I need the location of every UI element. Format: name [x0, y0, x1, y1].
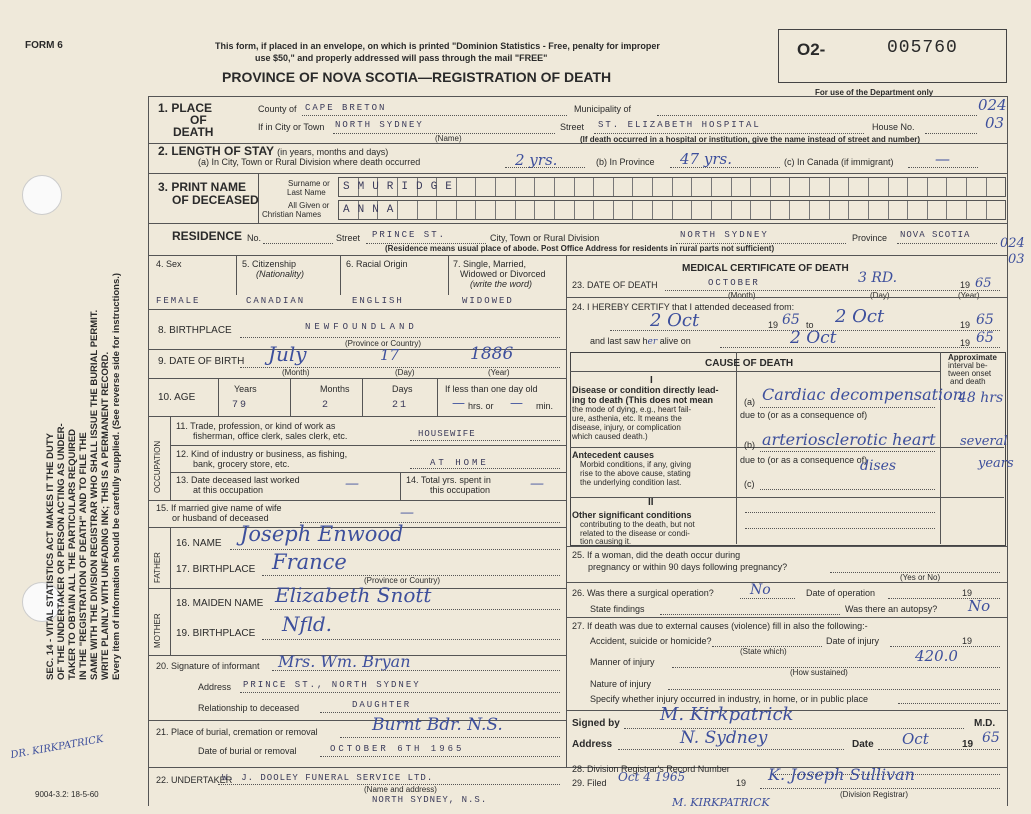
county-value: CAPE BRETON [305, 103, 387, 113]
filed-yr: 19 [736, 778, 747, 788]
q27-label: 27. If death was due to external causes (violence) fill in also the following:- [572, 621, 868, 631]
cert-prefix: O2- [797, 40, 826, 59]
cause-a-interval: 48 hrs [958, 390, 1004, 406]
q11-line2: fisherman, office clerk, sales clerk, etc. [193, 431, 348, 441]
city-value: NORTH SYDNEY [335, 120, 424, 130]
place-label-3: DEATH [173, 125, 214, 139]
cause-a-value: Cardiac decompensation [762, 385, 964, 404]
dob-day: 17 [380, 346, 400, 364]
death-month: OCTOBER [708, 278, 760, 288]
q29-label: 29. Filed [572, 778, 607, 788]
form-id: FORM 6 [25, 40, 63, 51]
city-label: If in City or Town [258, 122, 325, 132]
father-side: FATHER [153, 552, 162, 583]
dept-use-note: For use of the Department only [815, 88, 934, 97]
age-less-label: If less than one day old [445, 384, 538, 394]
sex-value: FEMALE [156, 296, 201, 306]
registrar-signature: K. Joseph Sullivan [768, 765, 915, 784]
interval-label-2: interval be- [948, 361, 988, 370]
interval-label-3: tween onset [948, 369, 992, 378]
death-day-sub: (Day) [870, 291, 890, 300]
citizenship-label: 5. Citizenship [242, 259, 297, 269]
racial-label: 6. Racial Origin [346, 259, 408, 269]
signed-date-label: Date [852, 739, 874, 750]
q26-value: No [750, 582, 771, 598]
margin-doctor-bottom: M. KIRKPATRICK [672, 796, 770, 809]
city-name-sub: (Name) [435, 134, 462, 143]
q19-label: 19. BIRTHPLACE [176, 628, 256, 639]
margin-code-4: 03 [1008, 252, 1025, 267]
last-saw-yr: 19 [960, 338, 971, 348]
attended-from: 2 Oct [650, 310, 700, 331]
marital-sub: (write the word) [470, 279, 533, 289]
q14-line2: this occupation [430, 485, 491, 495]
q24-label: 24. I HEREBY CERTIFY that I attended deceased from: [572, 302, 795, 312]
informant-signature: Mrs. Wm. Bryan [278, 652, 411, 671]
signed-address: N. Sydney [680, 728, 768, 748]
dob-month-sub: (Month) [282, 368, 310, 377]
informant-address: PRINCE ST., NORTH SYDNEY [243, 680, 421, 690]
name-label-2: OF DECEASED [172, 193, 259, 207]
signed-yr: 19 [962, 739, 974, 750]
surname-label-2: Last Name [287, 188, 326, 197]
direct-4: ure, asthenia, etc. It means the [572, 414, 682, 423]
antecedent-2: Morbid conditions, if any, giving [580, 460, 692, 469]
age-days-label: Days [392, 384, 413, 394]
cause-b-value: arteriosclerotic heart [762, 430, 936, 449]
q23-label: 23. DATE OF DEATH [572, 280, 658, 290]
residence-label: RESIDENCE [172, 229, 243, 243]
autopsy-label: Was there an autopsy? [845, 604, 938, 614]
q20-label: 20. Signature of informant [156, 661, 260, 671]
side-note-2: Every item of information should be carefully supplied. (See reverse side for instructions.) [111, 272, 122, 680]
stay-c-label: (c) In Canada (if immigrant) [784, 157, 894, 167]
name-label-1: 3. PRINT NAME [158, 180, 247, 194]
burial-place: Burnt Bdr. N.S. [372, 715, 503, 735]
q25-label-1: 25. If a woman, did the death occur during [572, 550, 741, 560]
q12-line2: bank, grocery store, etc. [193, 459, 290, 469]
stay-a-label: (a) In City, Town or Rural Division where death occurred [198, 157, 421, 167]
age-months-label: Months [320, 384, 350, 394]
side-instructions [45, 30, 122, 680]
accident-label: Accident, suicide or homicide? [590, 636, 712, 646]
side-line-3: TAKER TO OBTAIN ALL THE PARTICULARS REQUIRED [67, 428, 78, 680]
q16-label: 16. NAME [176, 538, 222, 549]
mother-side: MOTHER [153, 613, 162, 648]
age-years-value: 79 [232, 400, 249, 411]
residence-street-label: Street [336, 233, 361, 243]
given-label-1: All Given or [288, 201, 330, 210]
due-to-b: due to (or as a consequence of) [740, 455, 868, 465]
surname-value: SMURIDGE [343, 181, 460, 193]
header-note-1: This form, if placed in an envelope, on which is printed "Dominion Statistics - Free, penalty for improper [215, 41, 660, 51]
cause-b-interval-2: years [978, 456, 1014, 471]
municipality-label: Municipality of [574, 104, 632, 114]
other-2: contributing to the death, but not [580, 520, 695, 529]
residence-note: (Residence means usual place of abode. Post Office Address for residents in rural parts not sufficient) [385, 244, 775, 253]
q26-label: 26. Was there a surgical operation? [572, 588, 714, 598]
surname-label-1: Surname or [288, 179, 330, 188]
father-birthplace: France [272, 550, 347, 574]
state-which-sub: (State which) [740, 647, 787, 656]
q25-label-2: pregnancy or within 90 days following pregnancy? [588, 562, 788, 572]
findings-label: State findings [590, 604, 645, 614]
street-value: ST. ELIZABETH HOSPITAL [598, 120, 761, 130]
side-line-4: IN THE "REGISTRATION OF DEATH" AND TO FILE THE [78, 432, 89, 680]
father-name: Joseph Enwood [240, 522, 404, 546]
informant-address-label: Address [198, 682, 232, 692]
signed-year: 65 [982, 730, 1000, 746]
father-birthplace-sub: (Province or Country) [364, 576, 441, 585]
attended-to: 2 Oct [835, 306, 885, 327]
autopsy-value: No [968, 597, 991, 615]
last-saw-year: 65 [976, 330, 994, 346]
spouse-label-2: or husband of deceased [172, 513, 269, 523]
burial-date: OCTOBER 6TH 1965 [330, 744, 465, 754]
q17-label: 17. BIRTHPLACE [176, 564, 256, 575]
margin-code-2: 03 [985, 114, 1005, 132]
citizenship-value: CANADIAN [246, 296, 306, 306]
signed-date: Oct [902, 730, 929, 748]
age-min-value: — [510, 396, 523, 411]
injury-date-label: Date of injury [826, 636, 880, 646]
relationship-label: Relationship to deceased [198, 703, 300, 713]
signed-signature: M. Kirkpatrick [660, 704, 794, 725]
given-grid [338, 200, 1006, 220]
stay-b-label: (b) In Province [596, 157, 655, 167]
stay-b-value: 47 yrs. [680, 150, 732, 168]
q13-line2: at this occupation [193, 485, 264, 495]
manner-label: Manner of injury [590, 657, 655, 667]
age-hrs-value: — [452, 396, 465, 411]
attended-from-yr: 19 [768, 320, 779, 330]
margin-code-1: 024 [978, 96, 1007, 114]
hospital-note: (If death occurred in a hospital or institution, give the name instead of street and number) [580, 135, 921, 144]
dob-month: July [268, 342, 307, 366]
citizenship-sub: (Nationality) [256, 269, 305, 279]
birthplace-value: NEWFOUNDLAND [305, 322, 418, 332]
form-title: PROVINCE OF NOVA SCOTIA—REGISTRATION OF DEATH [222, 69, 612, 85]
q18-label: 18. MAIDEN NAME [176, 598, 264, 609]
q14-line1: 14. Total yrs. spent in [406, 475, 491, 485]
header-note-2: use $50," and properly addressed will pass through the mail "FREE" [255, 53, 548, 63]
undertaker-address: NORTH SYDNEY, N.S. [372, 795, 488, 805]
age-min-label: min. [536, 401, 554, 411]
dob-label: 9. DATE OF BIRTH [158, 356, 245, 367]
interval-label-1: Approximate [948, 353, 997, 362]
undertaker-name: W. J. DOOLEY FUNERAL SERVICE LTD. [222, 773, 434, 783]
operation-date-yr: 19 [962, 588, 973, 598]
place-label-2: OF [190, 113, 207, 127]
death-day: 3 RD. [858, 270, 898, 286]
stay-c-value: — [935, 150, 950, 168]
sex-label: 4. Sex [156, 259, 182, 269]
side-line-5: SAME WITH THE DIVISION REGISTRAR WHO SHALL ISSUE THE BURIAL PERMIT. [89, 309, 100, 680]
residence-no-label: No. [247, 233, 262, 243]
operation-date-label: Date of operation [806, 588, 876, 598]
md-label: M.D. [974, 718, 996, 729]
cert-number: 005760 [887, 38, 958, 58]
death-year: 65 [975, 276, 992, 291]
registrar-sub: (Division Registrar) [840, 790, 909, 799]
other-3: related to the disease or condi- [580, 529, 690, 538]
q11-line1: 11. Trade, profession, or kind of work as [176, 421, 336, 431]
q13-value: — [345, 476, 359, 492]
other-1: Other significant conditions [572, 510, 692, 520]
cause-c-label: (c) [744, 479, 755, 489]
side-line-2: OF THE UNDERTAKER OR PERSON ACTING AS UNDER- [56, 423, 67, 680]
manner-code: 420.0 [915, 647, 958, 665]
q13-line1: 13. Date deceased last worked [176, 475, 300, 485]
spouse-label-1: 15. If married give name of wife [156, 503, 282, 513]
undertaker-sub: (Name and address) [364, 785, 437, 794]
other-4: tion causing it. [580, 537, 632, 546]
death-year-sub: (Year) [958, 291, 980, 300]
direct-5: disease, injury, or complication [572, 423, 681, 432]
dob-year: 1886 [470, 344, 514, 364]
q22-label: 22. UNDERTAKER [156, 775, 233, 785]
cause-section-2: II [648, 497, 654, 508]
due-b-value: dises [860, 458, 897, 474]
age-days-value: 21 [392, 400, 409, 411]
antecedent-3: rise to the above cause, stating [580, 469, 691, 478]
side-line-6: WRITE PLAINLY WITH UNFADING INK; THIS IS A PERMANENT RECORD. [100, 351, 111, 680]
spouse-value: — [400, 505, 414, 521]
residence-city-label: City, Town or Rural Division [490, 233, 600, 243]
stay-label: 2. LENGTH OF STAY (in years, months and days) [158, 144, 389, 158]
cause-b-label: (b) [744, 440, 755, 450]
dob-day-sub: (Day) [395, 368, 415, 377]
injury-date-yr: 19 [962, 636, 973, 646]
q12-value: AT HOME [430, 458, 489, 468]
given-label-2: Christian Names [262, 210, 322, 219]
cert-number-box [778, 29, 1007, 83]
mother-birthplace: Nfld. [282, 612, 332, 636]
birthplace-sub: (Province or Country) [345, 339, 422, 348]
cause-a-label: (a) [744, 397, 755, 407]
margin-doctor-note: DR. KIRKPATRICK [9, 733, 105, 762]
specify-label: Specify whether injury occurred in industry, in home, or in public place [590, 694, 868, 704]
q14-value: — [530, 476, 544, 492]
cause-title: CAUSE OF DEATH [705, 358, 794, 369]
antecedent-1: Antecedent causes [572, 450, 655, 460]
last-saw-value: 2 Oct [790, 328, 837, 348]
medical-title: MEDICAL CERTIFICATE OF DEATH [682, 263, 849, 274]
direct-3: the mode of dying, e.g., heart fail- [572, 405, 692, 414]
marital-label-2: Widowed or Divorced [460, 269, 546, 279]
occupation-side: OCCUPATION [153, 440, 162, 493]
cause-section-1: I [650, 375, 653, 386]
direct-2: ing to death (This does not mean [572, 395, 714, 405]
q12-line1: 12. Kind of industry or business, as fishing, [176, 449, 348, 459]
age-label: 10. AGE [158, 392, 196, 403]
residence-city-value: NORTH SYDNEY [680, 230, 769, 240]
interval-label-4: and death [950, 377, 986, 386]
attended-to-label: to [806, 320, 814, 330]
house-label: House No. [872, 122, 915, 132]
marital-label-1: 7. Single, Married, [453, 259, 527, 269]
due-to-a: due to (or as a consequence of) [740, 410, 868, 420]
place-label-1: 1. PLACE [158, 101, 213, 115]
racial-value: ENGLISH [352, 296, 404, 306]
antecedent-4: the underlying condition last. [580, 478, 682, 487]
mother-maiden: Elizabeth Snott [275, 583, 432, 607]
cause-b-interval-1: several [960, 434, 1008, 449]
last-saw-label: and last saw her alive on [590, 336, 691, 347]
filed-date: Oct 4 1965 [618, 770, 686, 784]
nature-label: Nature of injury [590, 679, 652, 689]
dob-year-sub: (Year) [488, 368, 510, 377]
q11-value: HOUSEWIFE [418, 429, 476, 439]
signed-address-label: Address [572, 739, 613, 750]
age-hrs-label: hrs. or [468, 401, 494, 411]
burial-date-label: Date of burial or removal [198, 746, 297, 756]
birthplace-label: 8. BIRTHPLACE [158, 325, 232, 336]
attended-from-year: 65 [782, 312, 800, 328]
residence-street-value: PRINCE ST. [372, 230, 447, 240]
county-label: County of [258, 104, 297, 114]
q25-sub: (Yes or No) [900, 573, 941, 582]
how-sub: (How sustained) [790, 668, 848, 677]
relationship-value: DAUGHTER [352, 700, 412, 710]
margin-code-3: 024 [1000, 236, 1025, 251]
attended-to-year: 65 [976, 312, 994, 328]
given-value: ANNA [343, 204, 402, 216]
age-years-label: Years [234, 384, 257, 394]
last-saw-her: er [647, 337, 658, 347]
side-line-1: SEC. 14 - VITAL STATISTICS ACT MAKES IT THE DUTY [45, 432, 56, 680]
street-label: Street [560, 122, 585, 132]
death-month-sub: (Month) [728, 291, 756, 300]
direct-1: Disease or condition directly lead- [572, 385, 719, 395]
q21-label: 21. Place of burial, cremation or removal [156, 727, 318, 737]
signed-label: Signed by [572, 718, 620, 729]
age-months-value: 2 [322, 400, 331, 411]
stay-a-value: 2 yrs. [515, 151, 558, 169]
footer-code: 9004-3.2: 18-5-60 [35, 790, 99, 799]
direct-6: which caused death.) [572, 432, 648, 441]
residence-province-label: Province [852, 233, 888, 243]
attended-to-yr: 19 [960, 320, 971, 330]
q28-label: 28. Division Registrar's Record Number [572, 764, 730, 774]
death-year-prefix: 19 [960, 280, 971, 290]
marital-value: WIDOWED [462, 296, 514, 306]
residence-province-value: NOVA SCOTIA [900, 230, 971, 240]
